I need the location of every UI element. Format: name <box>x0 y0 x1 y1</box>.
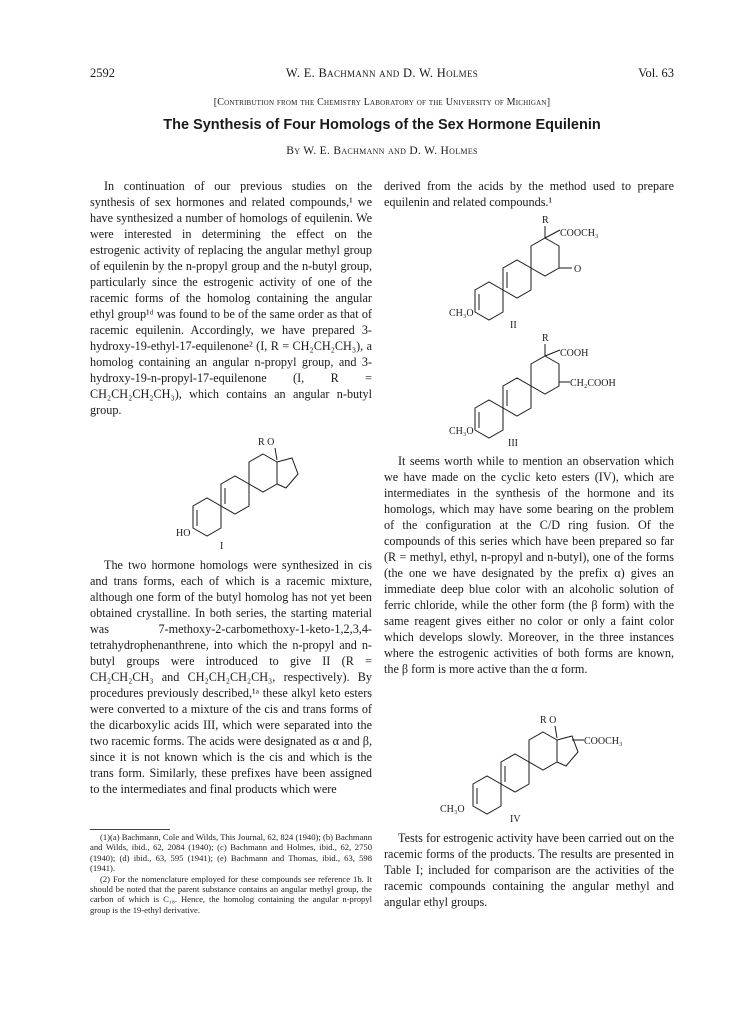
structure-IV <box>440 712 628 825</box>
structure-IV-top-label: R O <box>540 715 557 726</box>
contribution-line: [Contribution from the Chemistry Laboratory of the University of Michigan] <box>213 97 551 108</box>
acid-bond <box>545 350 560 356</box>
right-column-bottom <box>384 830 674 910</box>
left-column-top <box>90 178 372 418</box>
footnote-rule <box>90 829 170 830</box>
running-head <box>90 66 674 84</box>
structure-II-label: II <box>510 320 517 331</box>
paragraph-intro: In continuation of our previous studies on the synthesis of sex hormones and related compounds,¹ we have synthesized a number of homologs of equilenin. We were interested in determining the effect on the estrogenic activity of replacing the angular methyl group of equilenin by the n-propyl group and the n-butyl group, particularly since the estrogenic activity of one of the racemic forms of the homolog containing the angular ethyl group¹ᵈ was found to be of the same order as that of racemic equilenin. Accordingly, we have prepared 3-hydroxy-19-ethyl-17-equilenone² (I, R = CH₂CH₂CH₃), a homolog containing an angular n-propyl group, and 3-hydroxy-19-n-propyl-17-equilenone (I, R = CH₂CH₂CH₂CH₃), which contains an angular n-butyl group. <box>90 179 372 417</box>
right-column-middle <box>384 453 674 677</box>
structure-II-ester: COOCH₃ <box>560 228 599 239</box>
structure-III-acid1: COOH <box>560 348 589 359</box>
structure-II-substituent: CH₃O <box>449 308 474 319</box>
byline: By W. E. Bachmann and D. W. Holmes <box>286 145 478 157</box>
ring-c <box>529 732 557 770</box>
ring-d <box>277 458 298 488</box>
structure-II <box>450 212 600 330</box>
right-column-top <box>384 178 674 210</box>
footnote-2: (2) For the nomenclature employed for these compounds see reference 1b. It should be noted that the parent substance contains an angular methyl group, the carbon of which is C₁₈. Hence, the homolog containing the angular n-propyl group is the 19-ethyl derivative. <box>90 873 372 915</box>
left-column-bottom <box>90 557 372 797</box>
structure-II-r: R <box>542 215 549 226</box>
article-title: The Synthesis of Four Homologs of the Sex Hormone Equilenin <box>163 117 601 133</box>
footnotes <box>90 829 372 915</box>
structure-I-label: I <box>220 541 224 552</box>
structure-I-top-label: R O <box>258 437 275 448</box>
ring-c <box>531 238 559 276</box>
running-authors: W. E. Bachmann and D. W. Holmes <box>285 66 479 80</box>
paragraph-synthesis: The two hormone homologs were synthesized in cis and trans forms, each of which is a racemic mixture, although one form of the butyl homolog has not yet been obtained crystalline. In both series, the starting material was 7-methoxy-2-carbomethoxy-1-keto-1,2,3,4-tetrahydrophenanthrene, into which the n-propyl and n-butyl groups were introduced to give II (R = CH₂CH₂CH₃ and CH₂CH₂CH₂CH₃, respectively). By procedures previously described,¹ᵃ these alkyl keto esters were converted to a mixture of the cis and trans forms of the dicarboxylic acids III, which were separated into the two racemic forms. The acids were designated as α and β, since it is not known which is the cis and which is the trans form. Similarly, these prefixes have been assigned to the intermediates and final products which were <box>90 558 372 796</box>
ring-c <box>249 454 277 492</box>
structure-IV-substituent: CH₃O <box>440 804 465 815</box>
structure-IV-ester: COOCH₃ <box>584 736 623 747</box>
structure-II-keto: O <box>574 264 582 275</box>
ketone-bond <box>275 448 277 460</box>
structure-IV-label: IV <box>510 814 521 825</box>
page-number: 2592 <box>90 66 115 80</box>
ketone-bond <box>555 726 557 738</box>
structure-III-substituent: CH₃O <box>449 426 474 437</box>
ring-c <box>531 356 559 394</box>
paragraph-tests: Tests for estrogenic activity have been carried out on the racemic forms of the products. The results are presented in Table I; included for comparison are the activities of the racemic compounds containing the angular methyl and angular ethyl groups. <box>384 831 674 909</box>
volume-label: Vol. 63 <box>638 66 674 80</box>
structure-III-acid2: CH₂COOH <box>570 378 616 389</box>
footnote-1: (1)(a) Bachmann, Cole and Wilds, This Journal, 62, 824 (1940); (b) Bachmann and Wilds, ibid., 62, 2084 (1940); (c) Bachmann and Holmes, ibid., 62, 2750 (1940); (d) ibid., 63, 595 (1941); (e) Bachmann and Thomas, ibid., 63, 598 (1941). <box>90 832 372 874</box>
paragraph-derived: derived from the acids by the method used to prepare equilenin and related compounds.¹ <box>384 179 674 209</box>
paragraph-keto-esters: It seems worth while to mention an observation which we have made on the cyclic keto esters (IV), which are intermediates in the synthesis of the hormone and its homologs, which may have some bearing on the problem of the configuration at the C/D ring fusion. Of the compounds of this series which have been prepared so far (R = methyl, ethyl, n-propyl and n-butyl), one of the forms (the one we have designated by the prefix α) gives an immediate deep blue color with an alcoholic solution of ferric chloride, while the other form (the β form) with the same reagent gives either no color or only a faint color which develops slowly. Moreover, in the three instances where the estrogenic activities of both forms are known, the β form is more active than the α form. <box>384 454 674 676</box>
structure-I-substituent: HO <box>176 528 191 539</box>
structure-I <box>176 432 310 552</box>
structure-III-r: R <box>542 333 549 344</box>
ester-bond <box>545 230 560 238</box>
structure-III <box>450 330 620 448</box>
structure-III-label: III <box>508 438 518 449</box>
